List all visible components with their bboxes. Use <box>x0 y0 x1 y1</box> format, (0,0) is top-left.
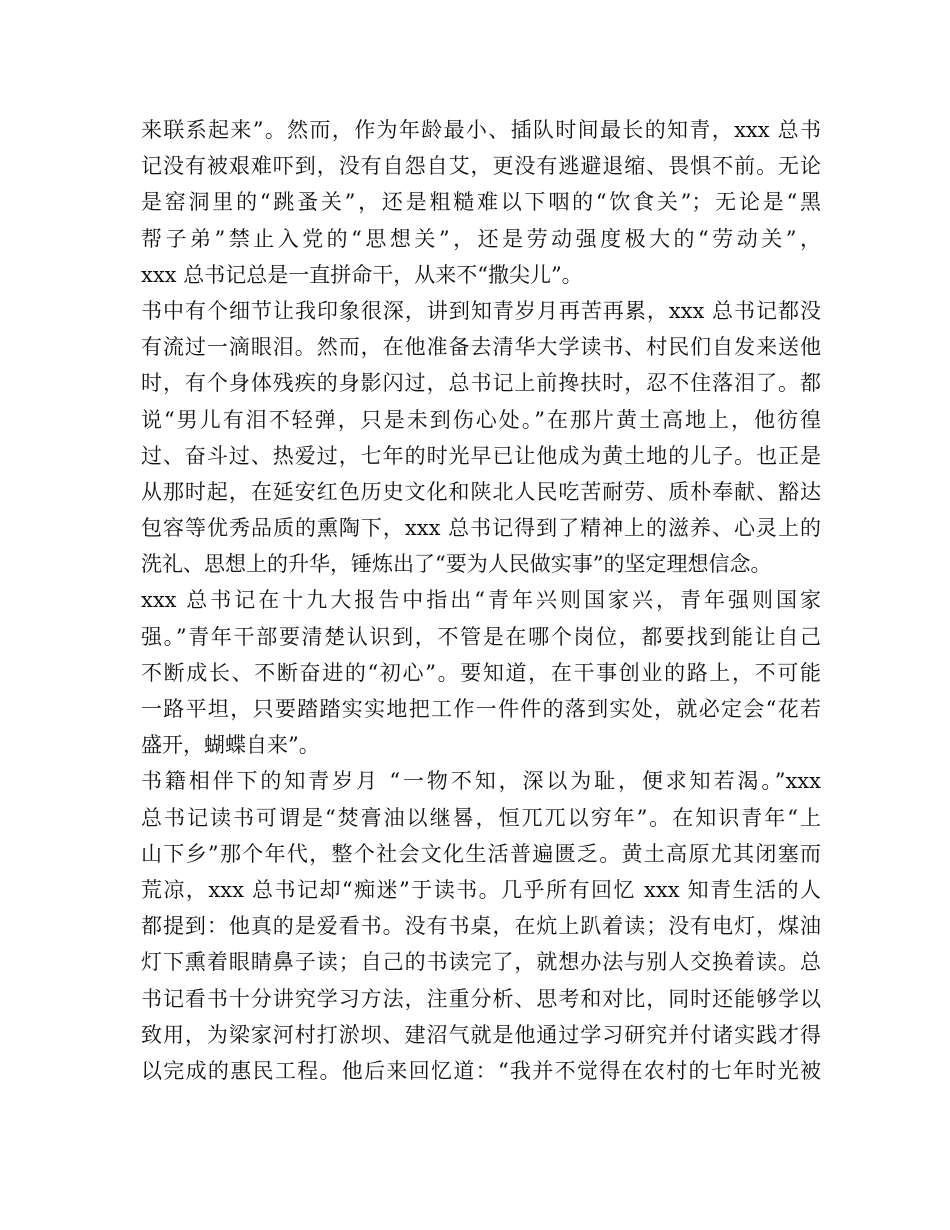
text-line: 包容等优秀品质的熏陶下，xxx 总书记得到了精神上的滋养、心灵上的 <box>141 516 821 541</box>
text-line: 记没有被艰难吓到，没有自怨自艾，更没有逃避退缩、畏惧不前。无论 <box>141 154 821 179</box>
text-line: 有流过一滴眼泪。然而，在他准备去清华大学读书、村民们自发来送他 <box>141 335 821 360</box>
text-line: xxx 总书记总是一直拼命干，从来不“撒尖儿”。 <box>141 262 583 287</box>
text-line: 致用，为梁家河村打淤坝、建沼气就是他通过学习研究并付诸实践才得 <box>141 1022 821 1047</box>
text-line: xxx 总书记在十九大报告中指出“青年兴则国家兴，青年强则国家 <box>141 588 821 613</box>
text-line: 来联系起来”。然而，作为年龄最小、插队时间最长的知青，xxx 总书 <box>141 118 821 142</box>
text-line: 书记看书十分讲究学习方法，注重分析、思考和对比，同时还能够学以 <box>141 986 821 1011</box>
text-line: 不断成长、不断奋进的“初心”。要知道，在干事创业的路上，不可能 <box>141 660 821 685</box>
text-line: 总书记读书可谓是“焚膏油以继晷，恒兀兀以穷年”。在知识青年“上 <box>141 805 821 830</box>
text-line: 灯下熏着眼睛鼻子读；自己的书读完了，就想办法与别人交换着读。总 <box>141 950 821 975</box>
text-line: 强。”青年干部要清楚认识到，不管是在哪个岗位，都要找到能让自己 <box>141 624 821 649</box>
text-line: 时，有个身体残疾的身影闪过，总书记上前搀扶时，忍不住落泪了。都 <box>141 371 821 396</box>
text-line: 从那时起，在延安红色历史文化和陕北人民吃苦耐劳、质朴奉献、豁达 <box>141 479 821 504</box>
text-line: 荒凉，xxx 总书记却“痴迷”于读书。几乎所有回忆 xxx 知青生活的人 <box>141 877 821 902</box>
text-line: 书籍相伴下的知青岁月 “一物不知，深以为耻，便求知若渴。”xxx <box>141 769 821 794</box>
text-line: 盛开，蝴蝶自来”。 <box>141 733 320 758</box>
text-line: 一路平坦，只要踏踏实实地把工作一件件的落到实处，就必定会“花若 <box>141 697 821 721</box>
text-line: 山下乡”那个年代，整个社会文化生活普遍匮乏。黄土高原尤其闭塞而 <box>141 841 821 866</box>
document-body <box>141 112 821 1089</box>
text-line: 洗礼、思想上的升华，锤炼出了“要为人民做实事”的坚定理想信念。 <box>141 552 772 577</box>
text-line: 说“男儿有泪不轻弹，只是未到伤心处。”在那片黄土高地上，他彷徨 <box>141 407 821 432</box>
text-line: 是窑洞里的“跳蚤关”，还是粗糙难以下咽的“饮食关”；无论是“黑 <box>141 190 821 215</box>
text-line: 过、奋斗过、热爱过，七年的时光早已让他成为黄土地的儿子。也正是 <box>141 443 821 468</box>
text-line: 以完成的惠民工程。他后来回忆道：“我并不觉得在农村的七年时光被 <box>141 1058 821 1083</box>
text-line: 帮子弟”禁止入党的“思想关”，还是劳动强度极大的“劳动关”， <box>141 226 821 251</box>
text-line: 书中有个细节让我印象很深，讲到知青岁月再苦再累，xxx 总书记都没 <box>141 298 821 323</box>
text-line: 都提到：他真的是爱看书。没有书桌，在炕上趴着读；没有电灯，煤油 <box>141 914 821 939</box>
